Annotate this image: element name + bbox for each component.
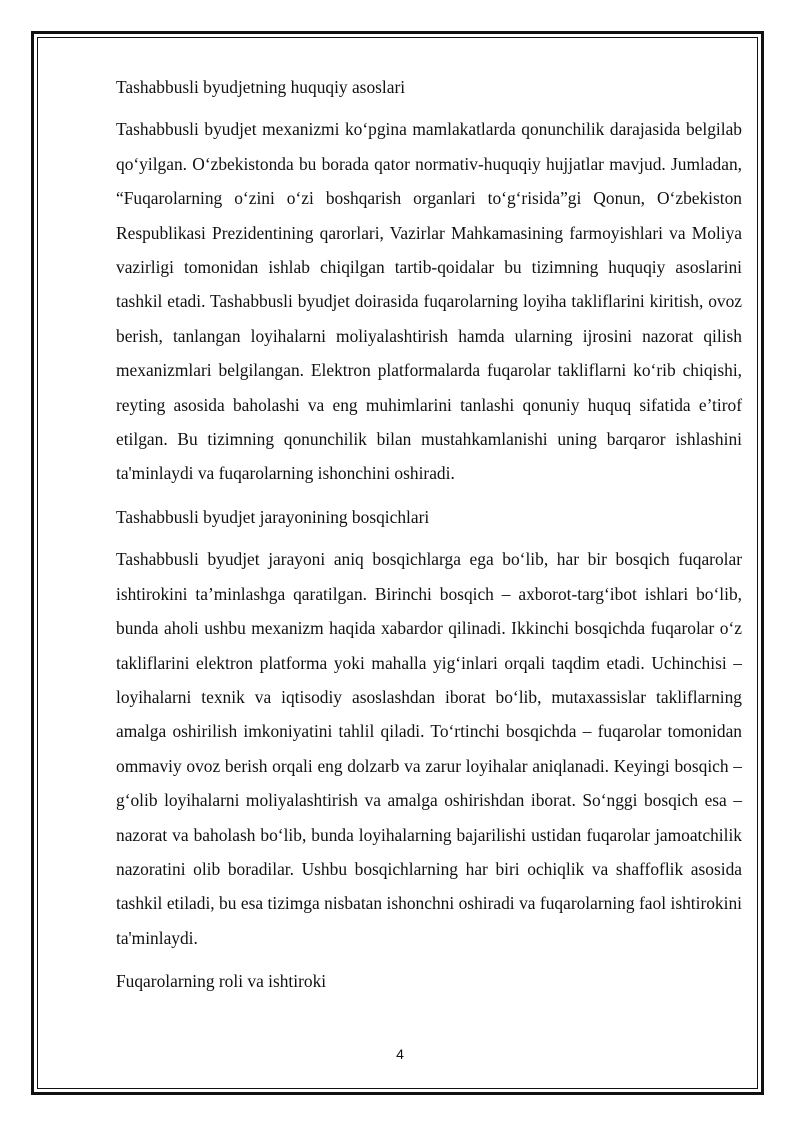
section-heading-citizen-role: Fuqarolarning roli va ishtiroki (116, 971, 327, 992)
page-number: 4 (396, 1046, 404, 1062)
section-paragraph-process-stages: Tashabbusli byudjet jarayoni aniq bosqichlarga ega bo‘lib, har bir bosqich fuqarolar ishtirokini ta’minlashga qaratilgan. Birinchi bosqich – axborot-targ‘ibot ishlari bo‘lib, bunda aholi ushbu mexanizm haqida xabardor qilinadi. Ikkinchi bosqichda fuqarolar o‘z takliflarini elektron platforma yoki mahalla yig‘inlari orqali taqdim etadi. Uchinchisi – loyihalarni texnik va iqtisodiy asoslashdan iborat bo‘lib, mutaxassislar takliflarning amalga oshirilish imkoniyatini tahlil qiladi. To‘rtinchi bosqichda – fuqarolar tomonidan ommaviy ovoz berish orqali eng dolzarb va zarur loyihalar aniqlanadi. Keyingi bosqich – g‘olib loyihalarni moliyalashtirish va amalga oshirishdan iborat. So‘nggi bosqich esa – nazorat va baholash bo‘lib, bunda loyihalarning bajarilishi ustidan fuqarolar jamoatchilik nazoratini olib boradilar. Ushbu bosqichlarning har biri ochiqlik va shaffoflik asosida tashkil etiladi, bu esa tizimga nisbatan ishonchni oshiradi va fuqarolarning faol ishtirokini ta'minlaydi. (116, 549, 742, 948)
section-heading-process-stages: Tashabbusli byudjet jarayonining bosqichlari (116, 506, 430, 527)
section-paragraph-legal-basis: Tashabbusli byudjet mexanizmi ko‘pgina mamlakatlarda qonunchilik darajasida belgilab qo‘yilgan. O‘zbekistonda bu borada qator normativ-huquqiy hujjatlar mavjud. Jumladan, “Fuqarolarning o‘zini o‘zi boshqarish organlari to‘g‘risida”gi Qonun, O‘zbekiston Respublikasi Prezidentining qarorlari, Vazirlar Mahkamasining farmoyishlari va Moliya vazirligi tomonidan ishlab chiqilgan tartib-qoidalar bu tizimning huquqiy asoslarini tashkil etadi. Tashabbusli byudjet doirasida fuqarolarning loyiha takliflarini kiritish, ovoz berish, tanlangan loyihalarni moliyalashtirish hamda ularning ijrosini nazorat qilish mexanizmlari belgilangan. Elektron platformalarda fuqarolar takliflarni ko‘rib chiqishi, reyting asosida baholashi va eng muhimlarini tanlashi qonuniy huquq sifatida e’tirof etilgan. Bu tizimning qonunchilik bilan mustahkamlanishi uning barqaror ishlashini ta'minlaydi va fuqarolarning ishonchini oshiradi. (116, 119, 742, 484)
section-heading-legal-basis: Tashabbusli byudjetning huquqiy asoslari (116, 77, 406, 97)
document-body (116, 70, 742, 1007)
